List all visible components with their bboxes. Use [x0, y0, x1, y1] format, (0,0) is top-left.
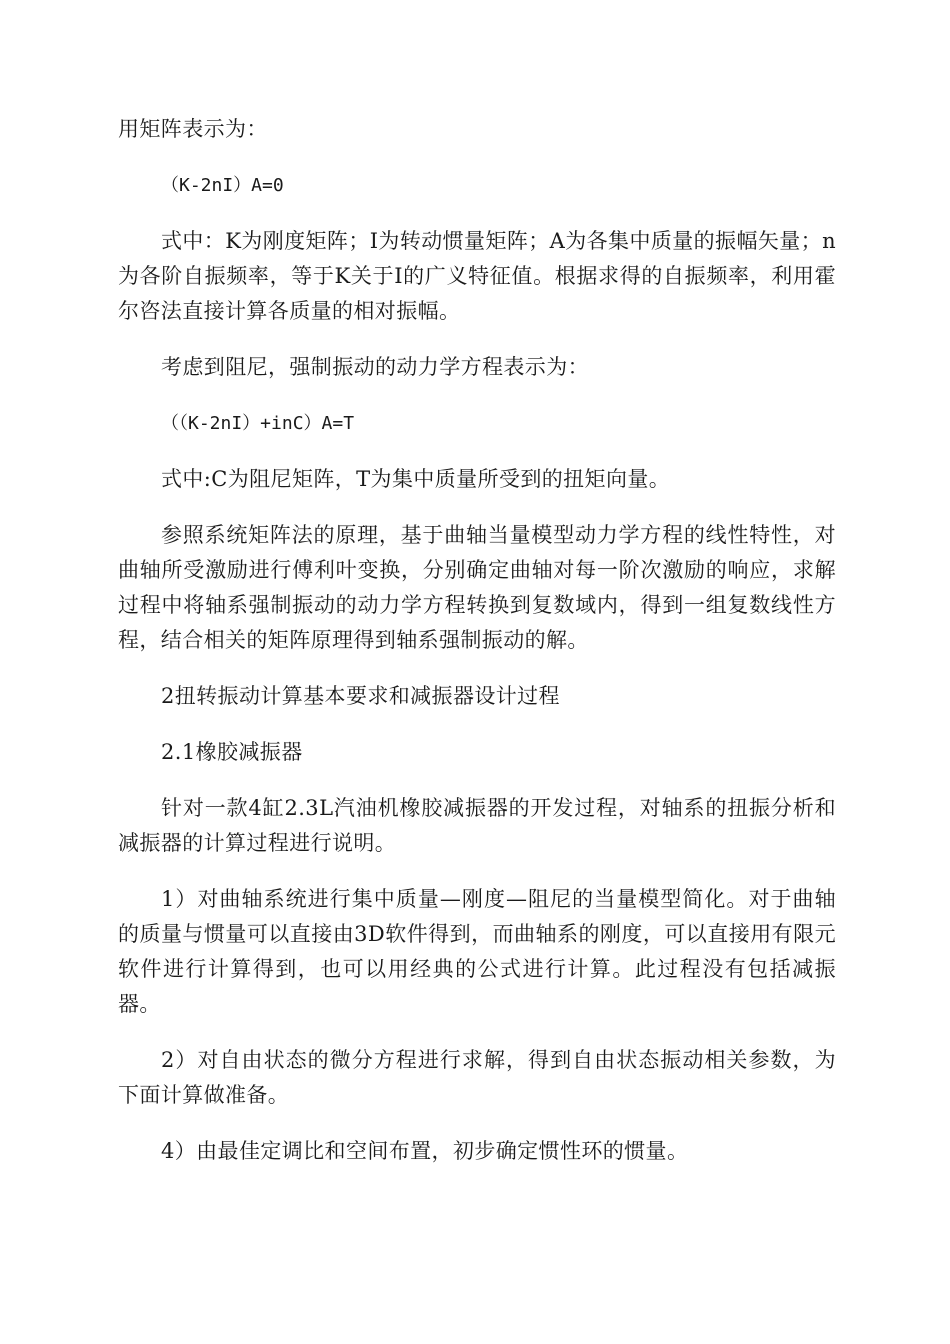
list-item-step-4: 4）由最佳定调比和空间布置，初步确定惯性环的惯量。	[161, 1139, 689, 1163]
list-item-step-2: 2）对自由状态的微分方程进行求解，得到自由状态振动相关参数，为下面计算做准备。	[118, 1048, 836, 1107]
formula-free-vibration: （K-2nI）A=0	[161, 175, 284, 196]
section-heading-2: 2扭转振动计算基本要求和减振器设计过程	[161, 684, 560, 708]
section-heading-2-1: 2.1橡胶减振器	[161, 740, 303, 764]
list-item-step-1: 1）对曲轴系统进行集中质量—刚度—阻尼的当量模型简化。对于曲轴的质量与惯量可以直接由3D软件得到，而曲轴系的刚度，可以直接用有限元软件进行计算得到，也可以用经典的公式进行计算。此过程没有包括减振器。	[118, 887, 836, 1016]
paragraph-damping-intro: 考虑到阻尼，强制振动的动力学方程表示为：	[161, 355, 589, 379]
paragraph-forced-vibration-definitions: 式中:C为阻尼矩阵，T为集中质量所受到的扭矩向量。	[161, 467, 671, 491]
paragraph-matrix-intro: 用矩阵表示为：	[118, 117, 268, 141]
formula-forced-vibration: （（K-2nI）+inC）A=T	[161, 413, 355, 434]
document-body	[118, 112, 836, 1190]
paragraph-damper-development: 针对一款4缸2.3L汽油机橡胶减振器的开发过程，对轴系的扭振分析和减振器的计算过程进行说明。	[118, 796, 836, 855]
paragraph-free-vibration-definitions: 式中：K为刚度矩阵；I为转动惯量矩阵；A为各集中质量的振幅矢量；n为各阶自振频率，等于K关于I的广义特征值。根据求得的自振频率，利用霍尔咨法直接计算各质量的相对振幅。	[118, 229, 836, 323]
paragraph-system-matrix-method: 参照系统矩阵法的原理，基于曲轴当量模型动力学方程的线性特性，对曲轴所受激励进行傅利叶变换，分别确定曲轴对每一阶次激励的响应，求解过程中将轴系强制振动的动力学方程转换到复数域内，得到一组复数线性方程，结合相关的矩阵原理得到轴系强制振动的解。	[118, 523, 836, 652]
